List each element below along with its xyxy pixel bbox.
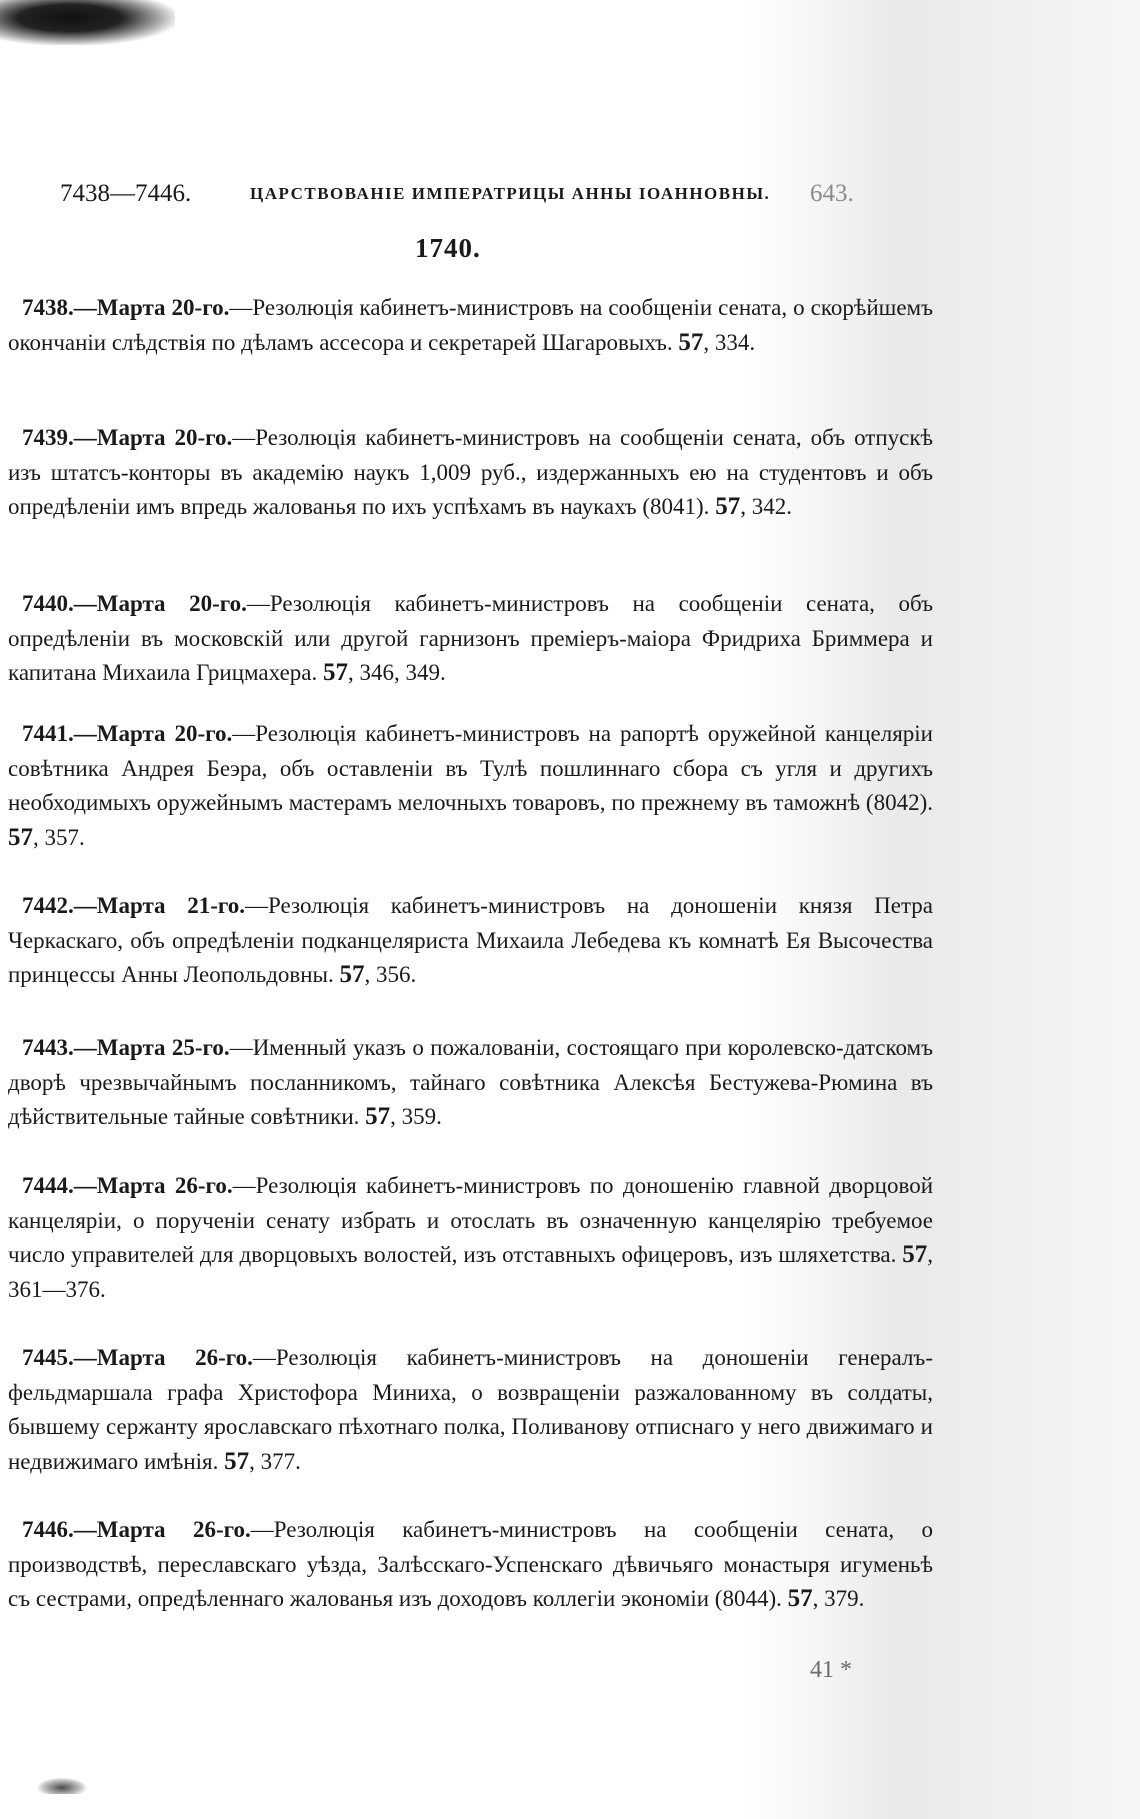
entry-volume: 57 — [678, 328, 704, 356]
entry-volume: 57 — [365, 1103, 391, 1130]
entry-reference: , 342. — [740, 494, 792, 519]
entry-number: 7445. — [22, 1345, 74, 1370]
entry-text: —Резолюція кабинетъ-министровъ на сообщеніи сената, о скорѣйшемъ окончаніи слѣдствія по дѣламъ ассесора и секретарей Шагаровыхъ. — [8, 295, 933, 355]
entry-7440 — [8, 587, 933, 691]
entry-number: 7442. — [22, 893, 74, 918]
entry-reference: , 359. — [390, 1104, 442, 1129]
entry-text: —Резолюція кабинетъ-министровъ по доношенію главной дворцовой канцеляріи, о порученіи сенату избрать и отослать въ означенную канцелярію требуемое число управителей для дворцовыхъ волостей, изъ отставныхъ офицеровъ, изъ шляхетства. — [8, 1173, 933, 1267]
entry-number: 7439. — [22, 425, 74, 450]
entry-date: —Марта 21-го. — [73, 893, 246, 918]
entry-7443 — [8, 1031, 933, 1135]
entry-7438 — [8, 291, 933, 360]
entry-text: —Резолюція кабинетъ-министровъ на сообщеніи сената, объ отпускѣ изъ штатсъ-конторы въ академію наукъ 1,009 руб., издержанныхъ ею на студентовъ и объ опредѣленіи имъ впредь жалованья по ихъ успѣхамъ въ наукахъ (8041). — [8, 425, 933, 519]
entry-7441 — [8, 717, 933, 855]
entry-date: —Марта 20-го. — [73, 591, 247, 616]
header-title: ЦАРСТВОВАНІЕ ИМПЕРАТРИЦЫ АННЫ ІОАННОВНЫ. — [250, 184, 771, 203]
entry-number: 7440. — [22, 591, 74, 616]
entry-reference: , 334. — [703, 329, 756, 355]
entry-7442 — [8, 889, 933, 993]
entry-number: 7441. — [22, 721, 74, 746]
entry-7444 — [8, 1169, 933, 1307]
entry-text: —Резолюція кабинетъ-министровъ на доношеніи генералъ-фельдмаршала графа Христофора Миниха, о возвращеніи разжалованному въ солдаты, бывшему сержанту ярославскаго пѣхотнаго полка, Поливанову отписнаго у него движимаго и недвижимаго имѣнія. — [8, 1345, 933, 1474]
entry-7439 — [8, 421, 933, 525]
entry-number: 7446. — [22, 1517, 74, 1542]
entry-date: —Марта 20-го. — [73, 721, 233, 746]
entry-volume: 57 — [322, 659, 348, 686]
entry-date: —Марта 20-го. — [73, 295, 230, 320]
entry-7446 — [8, 1513, 933, 1617]
entry-date: —Марта 20-го. — [73, 425, 233, 450]
entry-reference: , 361—376. — [8, 1242, 934, 1302]
entry-date: —Марта 26-го. — [73, 1345, 253, 1370]
signature-mark: 41 * — [810, 1657, 852, 1683]
entry-text: —Резолюція кабинетъ-министровъ на доношеніи князя Петра Черкаскаго, объ опредѣленіи подканцеляриста Михаила Лебедева къ комнатѣ Ея Высочества принцессы Анны Леопольдовны. — [8, 893, 933, 987]
entry-volume: 57 — [715, 493, 741, 520]
entry-range: 7438—7446. — [60, 180, 192, 207]
entry-reference: , 377. — [249, 1448, 301, 1474]
entry-number: 7443. — [22, 1035, 74, 1060]
entry-reference: , 356. — [364, 962, 417, 987]
page-number: 643. — [810, 180, 854, 207]
year-heading: 1740. — [415, 233, 481, 263]
entry-text: —Именный указъ о пожалованіи, состоящаго при королевско-датскомъ дворѣ чрезвычайнымъ посланникомъ, тайнаго совѣтника Алексѣя Бестужева-Рюмина въ дѣйствительные тайные совѣтники. — [8, 1035, 933, 1129]
entry-number: 7444. — [22, 1173, 74, 1198]
entry-date: —Марта 26-го. — [73, 1517, 251, 1542]
entry-volume: 57 — [902, 1241, 928, 1268]
entry-reference: , 379. — [812, 1586, 865, 1611]
entry-volume: 57 — [787, 1585, 813, 1612]
entry-volume: 57 — [8, 823, 33, 851]
entry-volume: 57 — [224, 1447, 250, 1475]
entry-reference: , 346, 349. — [347, 660, 446, 685]
ink-smudge-top-left — [0, 0, 175, 45]
entry-7445 — [8, 1341, 933, 1479]
entry-text: —Резолюція кабинетъ-министровъ на сообщеніи сената, объ опредѣленіи въ московскій или другой гарнизонъ преміеръ-маіора Фридриха Бриммера и капитана Михаила Грицмахера. — [8, 591, 933, 685]
entry-volume: 57 — [339, 961, 365, 988]
ink-smudge-bottom-left — [38, 1778, 86, 1794]
entry-text: —Резолюція кабинетъ-министровъ на сообщеніи сената, о производствѣ, переславскаго уѣзда, Залѣсскаго-Успенскаго дѣвичьяго монастыря игуменьѣ съ сестрами, опредѣленнаго жалованья изъ доходовъ коллегіи экономіи (8044). — [8, 1517, 933, 1611]
entry-date: —Марта 26-го. — [73, 1173, 233, 1198]
entry-number: 7438. — [22, 295, 74, 320]
entry-reference: , 357. — [33, 824, 85, 850]
running-header — [60, 180, 870, 224]
entry-date: —Марта 25-го. — [73, 1035, 230, 1060]
entry-text: —Резолюція кабинетъ-министровъ на рапортѣ оружейной канцеляріи совѣтника Андрея Беэра, объ оставленіи въ Тулѣ пошлиннаго сбора съ угля и другихъ необходимыхъ оружейнымъ мастерамъ мелочныхъ товаровъ, по прежнему въ таможнѣ (8042). — [8, 721, 933, 815]
